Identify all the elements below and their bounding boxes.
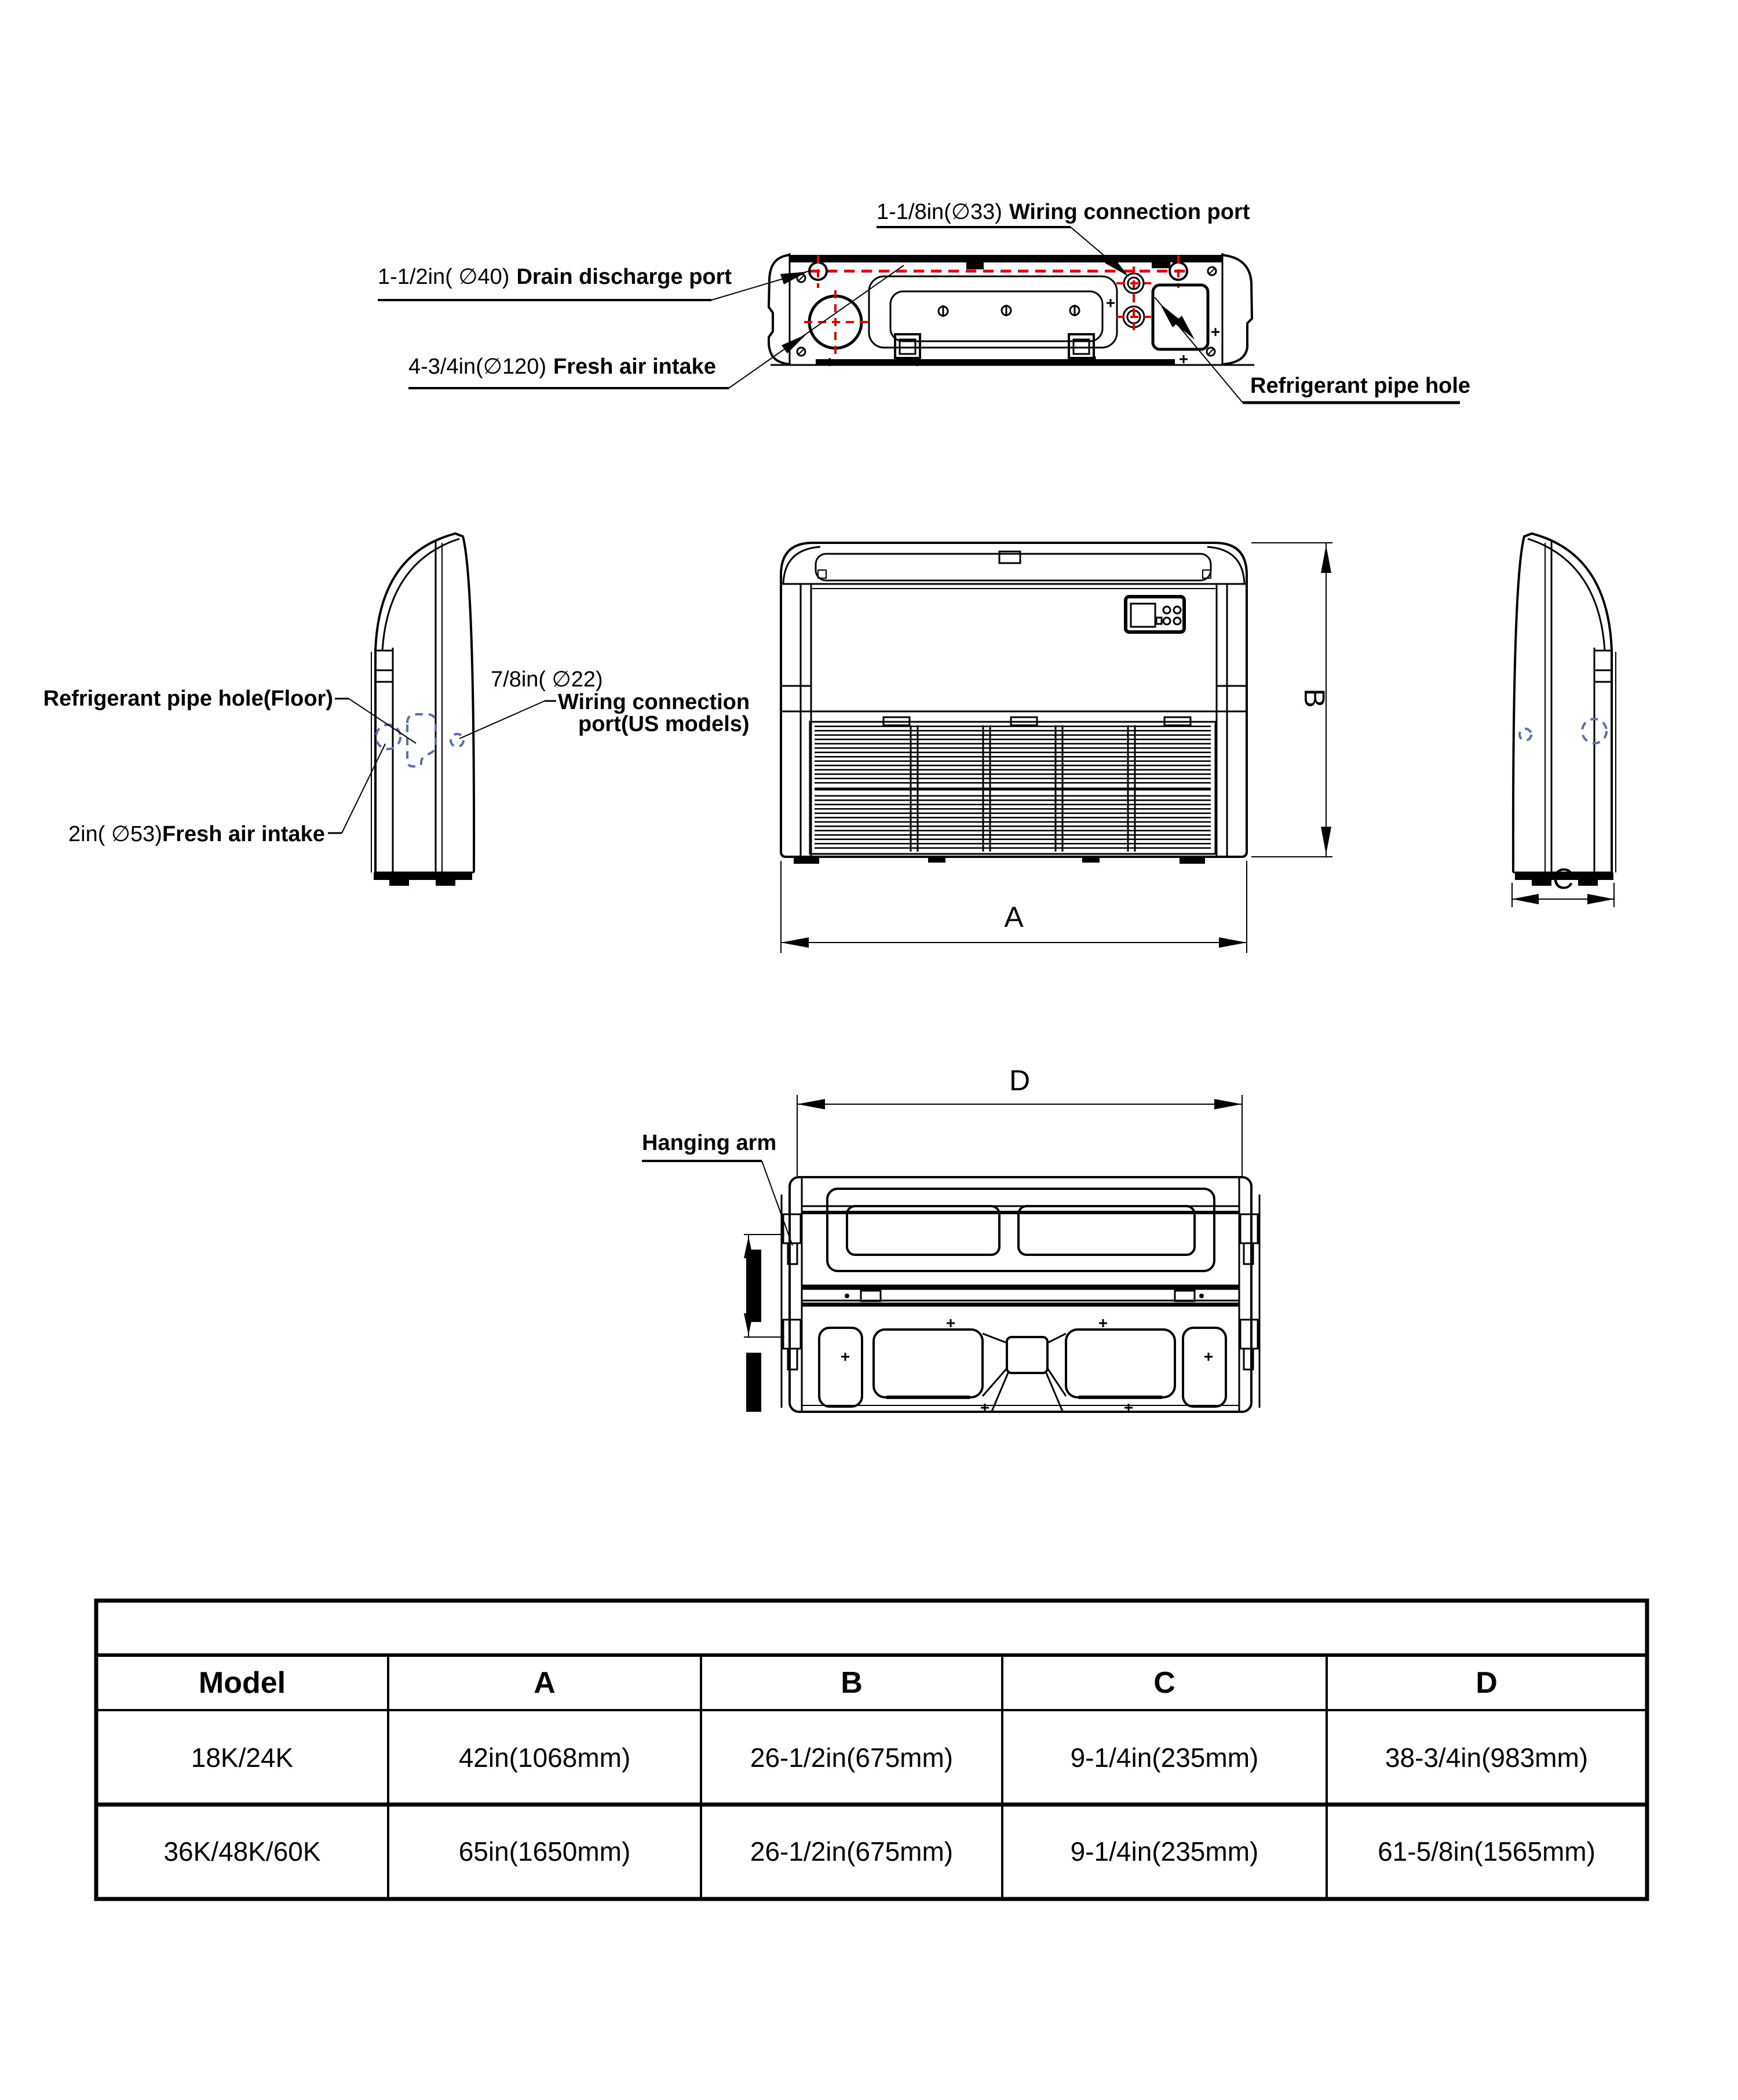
top-view-annotations <box>378 200 1470 403</box>
leader-arrow <box>780 272 808 284</box>
table-header-c: C <box>1153 1666 1175 1700</box>
panel-button <box>1174 618 1181 624</box>
dimension-d <box>797 1064 1242 1176</box>
table-cell: 18K/24K <box>191 1743 294 1773</box>
table-cell: 42in(1068mm) <box>458 1743 631 1773</box>
label-drain-port: 1-1/2in( ∅40) Drain discharge port <box>378 265 732 289</box>
table-cell: 38-3/4in(983mm) <box>1385 1743 1589 1773</box>
dim-letter-d: D <box>1009 1064 1031 1097</box>
label-wiring-port-top: 1-1/8in(∅33) Wiring connection port <box>877 200 1250 224</box>
display-screen <box>1131 604 1155 627</box>
dimension-b <box>1251 543 1332 857</box>
table-header-a: A <box>534 1666 556 1700</box>
wiring-port-us-hole <box>451 734 463 747</box>
dim-letter-a: A <box>1004 901 1024 933</box>
dim-letter-c: C <box>1552 863 1574 895</box>
right-side-view <box>1512 534 1616 907</box>
dimension-c <box>1512 863 1614 907</box>
rear-view <box>642 1064 1259 1412</box>
right-side-small-hole <box>1520 729 1531 740</box>
label-refrigerant-floor: Refrigerant pipe hole(Floor) <box>43 686 333 711</box>
left-side-view <box>371 534 474 886</box>
table-cell: 26-1/2in(675mm) <box>750 1836 954 1867</box>
side-view-annotations <box>43 667 750 846</box>
table-cell: 9-1/4in(235mm) <box>1070 1743 1259 1773</box>
table-row <box>163 1836 1595 1867</box>
label-wiring-us-line1: Wiring connection <box>558 690 750 714</box>
table-row <box>191 1743 1588 1773</box>
table-cell: 61-5/8in(1565mm) <box>1378 1836 1595 1867</box>
table-header-b: B <box>841 1666 863 1700</box>
table-cell: 36K/48K/60K <box>163 1836 321 1867</box>
label-hanging-arm: Hanging arm <box>642 1131 777 1155</box>
label-wiring-us-line2: port(US models) <box>578 712 750 736</box>
panel-button <box>1174 607 1181 613</box>
label-fresh-air-top: 4-3/4in(∅120) Fresh air intake <box>408 355 716 379</box>
top-view-right-cap <box>1221 255 1252 364</box>
mounting-brackets <box>895 334 1094 358</box>
intake-grille <box>810 717 1215 854</box>
dimension-a <box>781 861 1247 953</box>
table-header-d: D <box>1476 1666 1498 1700</box>
wiring-connection-holes <box>1116 266 1151 336</box>
label-wiring-us-dim: 7/8in( ∅22) <box>491 667 603 692</box>
table-cell: 26-1/2in(675mm) <box>750 1743 954 1773</box>
air-outlet <box>781 552 1247 589</box>
spec-table <box>96 1601 1647 1899</box>
label-refrigerant-pipe-hole: Refrigerant pipe hole <box>1250 374 1471 398</box>
side-view-base <box>374 872 472 880</box>
hanging-arm-rail-lower <box>746 1353 761 1412</box>
table-cell: 65in(1650mm) <box>458 1836 631 1867</box>
table-header-row <box>199 1666 1498 1700</box>
top-view-top-bar <box>790 255 1222 262</box>
hanging-arms <box>744 1214 1258 1412</box>
table-header-model: Model <box>198 1666 286 1700</box>
rear-upper-panel <box>827 1189 1214 1271</box>
rear-lower-section <box>819 1319 1226 1412</box>
panel-button <box>1163 618 1170 624</box>
label-fresh-air-floor: 2in( ∅53)Fresh air intake <box>68 822 325 846</box>
dim-letter-b: B <box>1298 688 1331 708</box>
front-view <box>781 543 1332 953</box>
fresh-air-intake-floor-hole <box>376 725 400 749</box>
control-display-panel <box>1126 597 1184 632</box>
panel-button <box>1163 607 1170 613</box>
table-cell: 9-1/4in(235mm) <box>1070 1836 1259 1867</box>
screw-cross-marks <box>826 299 1219 366</box>
